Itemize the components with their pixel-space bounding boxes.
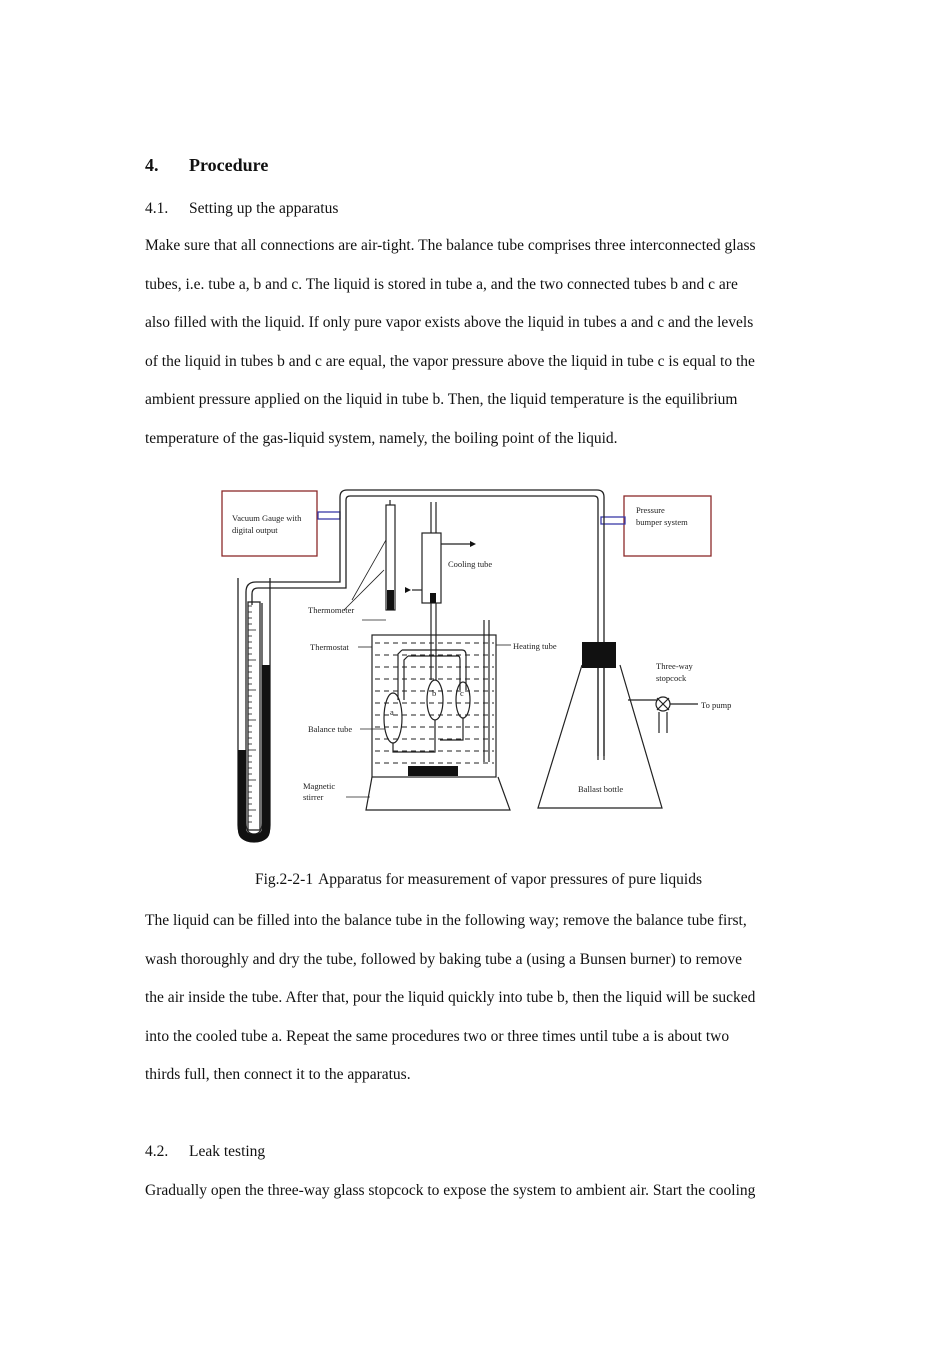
paragraph-2 (145, 902, 809, 1095)
label-three-way-1: Three-way (656, 661, 693, 671)
tube-a-bulb (384, 693, 402, 743)
mercury-right (262, 665, 270, 830)
cooling-tube (422, 533, 441, 603)
label-thermostat: Thermostat (310, 642, 349, 652)
label-to-pump: To pump (701, 700, 732, 710)
label-pressure-bumper-1: Pressure (636, 505, 665, 515)
paragraph-line: temperature of the gas-liquid system, namely, the boiling point of the liquid. (145, 429, 618, 447)
subsection-heading-2 (145, 1143, 265, 1161)
label-balance-tube: Balance tube (308, 724, 353, 734)
stir-bar (408, 766, 458, 776)
paragraph-1 (145, 227, 809, 459)
label-tube-b: b (432, 688, 437, 698)
label-cooling-tube: Cooling tube (448, 559, 493, 569)
label-ballast-bottle: Ballast bottle (578, 784, 624, 794)
subsection-number: 4.1. (145, 200, 169, 217)
label-tube-c: c (460, 688, 464, 698)
subsection-heading-1 (145, 200, 338, 218)
gauge-connector (318, 512, 340, 519)
paragraph-line: ambient pressure applied on the liquid in tube b. Then, the liquid temperature is the equilibrium (145, 391, 738, 409)
manometer-scale (248, 606, 256, 822)
label-heating-tube: Heating tube (513, 641, 557, 651)
subsection-title: Setting up the apparatus (189, 200, 339, 217)
label-pressure-bumper-2: bumper system (636, 517, 688, 527)
label-three-way-2: stopcock (656, 673, 687, 683)
caption-number: Fig.2-2-1 (254, 871, 314, 888)
paragraph-line: also filled with the liquid. If only pure vapor exists above the liquid in tubes a and c and the levels (145, 314, 754, 332)
label-magnetic-stirrer-1: Magnetic (303, 781, 336, 791)
section-title: Procedure (189, 155, 269, 175)
label-tube-a: a (390, 707, 394, 717)
tube-b-bulb (427, 680, 443, 720)
paragraph-line: the air inside the tube. After that, pour the liquid quickly into tube b, then the liquid will be sucked (145, 989, 756, 1007)
paragraph-line: of the liquid in tubes b and c are equal, the vapor pressure above the liquid in tube c is equal to the (145, 352, 755, 370)
paragraph-3 (145, 1172, 809, 1211)
paragraph-line: into the cooled tube a. Repeat the same procedures two or three times until tube a is about two (145, 1027, 730, 1045)
stirrer-base (366, 777, 510, 810)
top-pipe (340, 490, 604, 756)
subsection-title: Leak testing (189, 1143, 266, 1160)
subsection-number: 4.2. (145, 1143, 169, 1160)
apparatus-figure (0, 480, 952, 860)
paragraph-line: Make sure that all connections are air-tight. The balance tube comprises three interconnected glass (145, 237, 756, 254)
label-vacuum-gauge-1: Vacuum Gauge with (232, 513, 302, 523)
section-number: 4. (145, 155, 159, 175)
paragraph-line: wash thoroughly and dry the tube, followed by baking tube a (using a Bunsen burner) to remove (145, 950, 743, 968)
section-heading (145, 155, 268, 176)
label-vacuum-gauge-2: digital output (232, 525, 278, 535)
vacuum-gauge-box (222, 491, 317, 556)
paragraph-line: tubes, i.e. tube a, b and c. The liquid is stored in tube a, and the two connected tubes b and c are (145, 275, 738, 293)
label-thermometer: Thermometer (308, 605, 355, 615)
paragraph-line: The liquid can be filled into the balance tube in the following way; remove the balance tube first, (145, 912, 747, 929)
paragraph-line: thirds full, then connect it to the apparatus. (145, 1066, 411, 1084)
figure-caption (0, 871, 952, 889)
bottle-stopper (582, 642, 616, 668)
paragraph-line: Gradually open the three-way glass stopcock to expose the system to ambient air. Start the cooling (145, 1182, 756, 1199)
caption-text: Apparatus for measurement of vapor pressures of pure liquids (318, 871, 703, 888)
mercury-left (238, 750, 246, 830)
label-magnetic-stirrer-2: stirrer (303, 792, 324, 802)
